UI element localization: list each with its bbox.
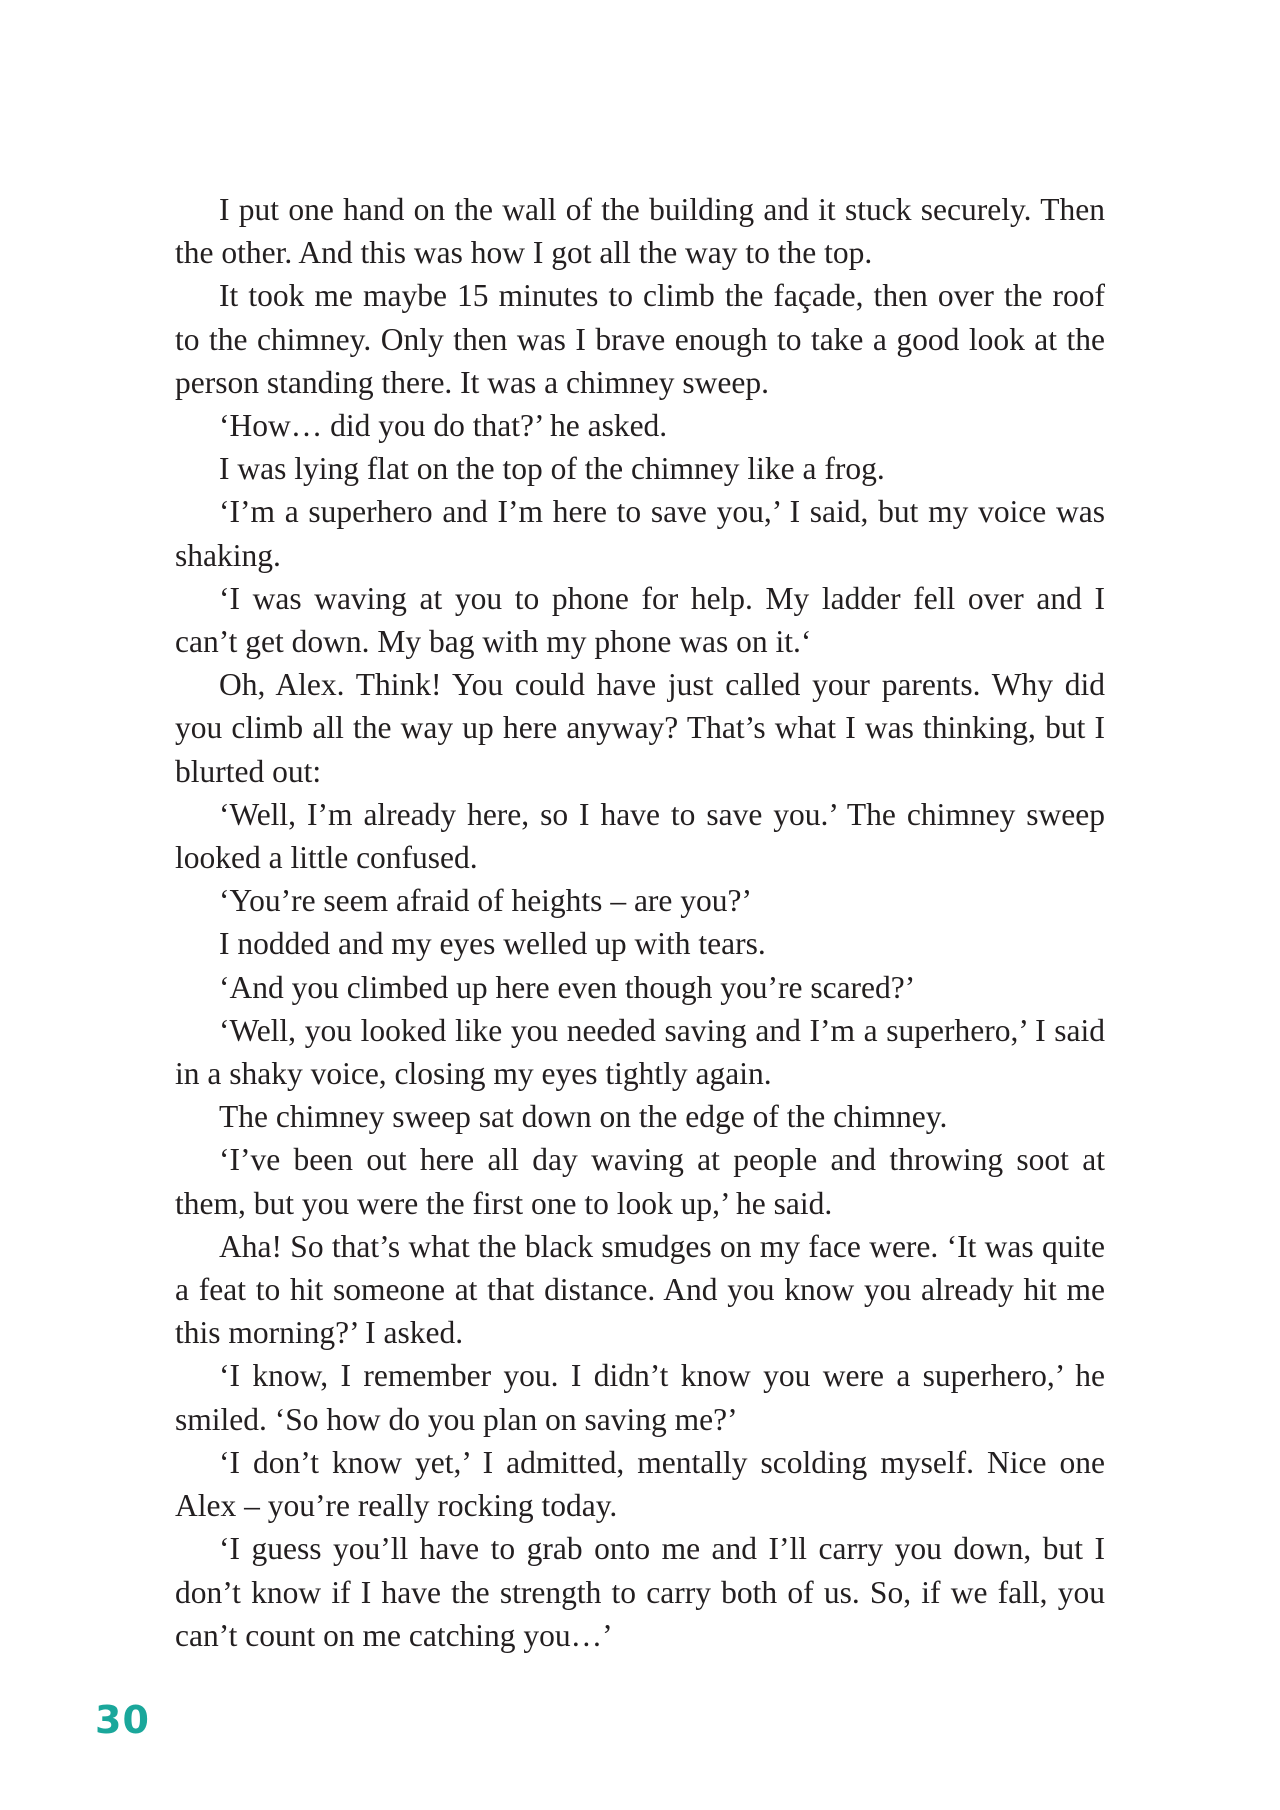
paragraph: ‘And you climbed up here even though you’re scared?’ [219, 969, 916, 1005]
paragraph: Aha! So that’s what the black smudges on my face were. ‘It was quite a feat to hit someone at that distance. And you know you already hit me this morning?’ I asked. [175, 1228, 1105, 1351]
paragraph: It took me maybe 15 minutes to climb the façade, then over the roof to the chimney. Only then was I brave enough to take a good look at the person standing there. It was a chimney sweep. [175, 278, 1105, 400]
paragraph: ‘I’m a superhero and I’m here to save you,’ I said, but my voice was shaking. [175, 494, 1105, 573]
paragraph: ‘Well, I’m already here, so I have to save you.’ The chimney sweep looked a little confused. [175, 796, 1105, 876]
paragraph: I nodded and my eyes welled up with tears. [219, 926, 766, 962]
paragraph: I put one hand on the wall of the building and it stuck securely. Then the other. And this was how I got all the way to the top. [175, 192, 1105, 271]
paragraph: ‘I guess you’ll have to grab onto me and I’ll carry you down, but I don’t know if I have the strength to carry both of us. So, if we fall, you can’t count on me catching you…’ [175, 1531, 1105, 1653]
page-number: 30 [95, 1698, 150, 1742]
paragraph: I was lying flat on the top of the chimney like a frog. [219, 451, 885, 487]
paragraph: ‘I was waving at you to phone for help. My ladder fell over and I can’t get down. My bag with my phone was on it.‘ [175, 580, 1105, 660]
paragraph: ‘I know, I remember you. I didn’t know you were a superhero,’ he smiled. ‘So how do you plan on saving me?’ [175, 1358, 1105, 1437]
paragraph: The chimney sweep sat down on the edge of the chimney. [219, 1099, 948, 1135]
paragraph: ‘You’re seem afraid of heights – are you?’ [219, 883, 752, 919]
paragraph: ‘I don’t know yet,’ I admitted, mentally scolding myself. Nice one Alex – you’re really rocking today. [175, 1444, 1105, 1524]
page-body [175, 188, 1105, 1657]
paragraph: ‘I’ve been out here all day waving at people and throwing soot at them, but you were the first one to look up,’ he said. [175, 1142, 1105, 1221]
paragraph: Oh, Alex. Think! You could have just called your parents. Why did you climb all the way up here anyway? That’s what I was thinking, but I blurted out: [175, 667, 1105, 789]
paragraph: ‘Well, you looked like you needed saving and I’m a superhero,’ I said in a shaky voice, closing my eyes tightly again. [175, 1012, 1105, 1092]
paragraph: ‘How… did you do that?’ he asked. [219, 408, 668, 444]
